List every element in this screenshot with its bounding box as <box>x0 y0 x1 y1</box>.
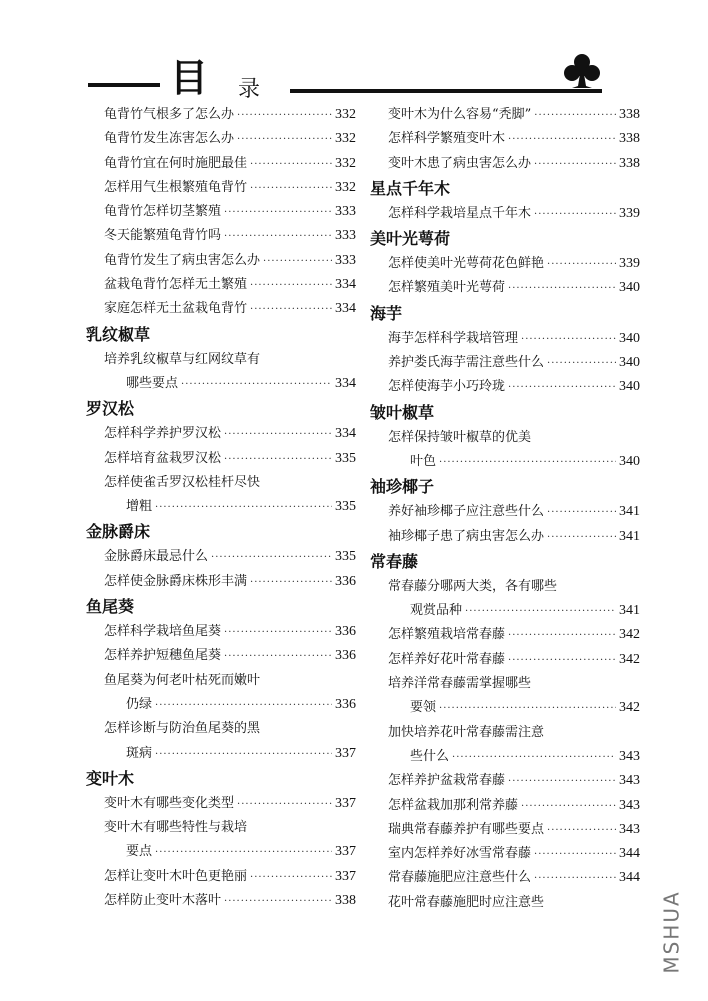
toc-entry-title: 怎样养好花叶常春藤 <box>388 651 506 667</box>
toc-section-heading: 金脉爵床 <box>86 522 151 542</box>
toc-section-heading: 鱼尾葵 <box>86 597 135 617</box>
toc-entry <box>370 599 640 623</box>
toc-entry-title: 龟背竹宜在何时施肥最佳 <box>104 155 248 171</box>
toc-entry <box>370 252 640 276</box>
toc-page-number: 336 <box>335 648 356 664</box>
toc-entry <box>370 672 640 696</box>
toc-entry-title: 哪些要点 <box>126 375 179 391</box>
toc-page-number: 340 <box>619 280 640 296</box>
toc-section-heading: 海芋 <box>370 303 403 323</box>
toc-page-number: 336 <box>335 696 356 712</box>
toc-page-number: 334 <box>335 277 356 293</box>
dot-leader <box>155 841 332 865</box>
dot-leader <box>263 250 332 274</box>
dot-leader <box>547 501 616 525</box>
toc-page-number: 334 <box>335 426 356 442</box>
toc-page-number: 339 <box>619 205 640 221</box>
toc-entry-title: 海芋怎样科学栽培管理 <box>388 330 519 346</box>
toc-page-number: 344 <box>619 870 640 886</box>
toc-entry-title: 盆栽龟背竹怎样无土繁殖 <box>104 277 248 293</box>
toc-entry-title: 养护娄氏海芋需注意些什么 <box>388 355 545 371</box>
toc-entry-title: 袖珍椰子患了病虫害怎么办 <box>388 528 545 544</box>
toc-entry-title: 龟背竹发生了病虫害怎么办 <box>104 252 261 268</box>
dot-leader <box>547 253 616 277</box>
toc-page-number: 333 <box>335 252 356 268</box>
toc-page-number: 332 <box>335 131 356 147</box>
toc-page-number: 337 <box>335 795 356 811</box>
dot-leader <box>508 277 616 301</box>
toc-page-number: 338 <box>619 155 640 171</box>
toc-entry <box>86 127 356 151</box>
dot-leader <box>521 795 616 819</box>
dot-leader <box>211 546 332 570</box>
toc-entry <box>370 127 640 151</box>
toc-entry <box>370 696 640 720</box>
toc-entry <box>370 500 640 524</box>
dot-leader <box>508 770 616 794</box>
toc-page-number: 342 <box>619 651 640 667</box>
toc-page-number: 340 <box>619 453 640 469</box>
dot-leader <box>155 496 332 520</box>
toc-entry <box>370 327 640 351</box>
toc-entry-title: 变叶木有哪些特性与栽培 <box>104 820 248 836</box>
toc-entry <box>86 620 356 644</box>
toc-entry <box>86 176 356 200</box>
toc-page-number: 336 <box>335 624 356 640</box>
toc-entry-title: 怎样防止变叶木落叶 <box>104 893 222 909</box>
toc-entry-title: 怎样培育盆栽罗汉松 <box>104 450 222 466</box>
toc-page-number: 341 <box>619 528 640 544</box>
dot-leader <box>508 624 616 648</box>
dot-leader <box>521 328 616 352</box>
dot-leader <box>534 104 616 128</box>
watermark-text: MSHUA <box>659 890 684 974</box>
dot-leader <box>250 177 332 201</box>
toc-entry <box>86 669 356 693</box>
header-rule-left <box>88 83 160 87</box>
toc-entry <box>86 865 356 889</box>
toc-entry <box>370 426 640 450</box>
toc-entry <box>86 471 356 495</box>
dot-leader <box>224 423 332 447</box>
toc-entry-title: 怎样用气生根繁殖龟背竹 <box>104 179 248 195</box>
toc-entry-title: 龟背竹发生冻害怎么办 <box>104 131 235 147</box>
toc-page-number: 339 <box>619 256 640 272</box>
dot-leader <box>465 600 616 624</box>
toc-entry <box>86 297 356 321</box>
dot-leader <box>224 621 332 645</box>
toc-entry <box>370 648 640 672</box>
toc-page-number: 338 <box>335 893 356 909</box>
toc-entry <box>370 842 640 866</box>
toc-page-number: 333 <box>335 228 356 244</box>
toc-entry <box>370 375 640 399</box>
toc-page-number: 342 <box>619 700 640 716</box>
toc-page-number: 335 <box>335 499 356 515</box>
toc-page-number: 337 <box>335 745 356 761</box>
dot-leader <box>250 298 332 322</box>
dot-leader <box>547 819 616 843</box>
toc-entry-title: 怎样科学繁殖变叶木 <box>388 131 506 147</box>
toc-entry <box>86 889 356 913</box>
toc-page-number: 340 <box>619 330 640 346</box>
toc-page-number: 340 <box>619 355 640 371</box>
toc-entry <box>86 545 356 569</box>
toc-page-number: 343 <box>619 821 640 837</box>
toc-entry-title: 怎样养护短穗鱼尾葵 <box>104 648 222 664</box>
toc-entry <box>370 351 640 375</box>
toc-entry-title: 加快培养花叶常春藤需注意 <box>388 724 545 740</box>
toc-entry <box>370 623 640 647</box>
toc-entry-title: 怎样诊断与防治鱼尾葵的黑 <box>104 721 261 737</box>
dot-leader <box>237 104 332 128</box>
toc-entry <box>370 794 640 818</box>
toc-page-number: 335 <box>335 450 356 466</box>
toc-page-number: 341 <box>619 504 640 520</box>
toc-entry-title: 室内怎样养好冰雪常春藤 <box>388 846 532 862</box>
toc-page-number: 342 <box>619 627 640 643</box>
toc-entry <box>370 152 640 176</box>
toc-entry-title: 观赏品种 <box>410 603 463 619</box>
dot-leader <box>224 201 332 225</box>
toc-right-column <box>370 103 640 915</box>
toc-section-heading: 美叶光萼荷 <box>370 229 451 249</box>
toc-entry <box>370 818 640 842</box>
toc-entry-title: 怎样盆栽加那利常养藤 <box>388 797 519 813</box>
toc-entry-title: 变叶木有哪些变化类型 <box>104 795 235 811</box>
dot-leader <box>439 697 616 721</box>
dot-leader <box>534 843 616 867</box>
toc-entry-title: 常春藤分哪两大类，各有哪些 <box>388 578 558 594</box>
dot-leader <box>534 867 616 891</box>
toc-entry-title: 龟背竹怎样切茎繁殖 <box>104 204 222 220</box>
toc-entry-title: 培养洋常春藤需掌握哪些 <box>388 676 532 692</box>
dot-leader <box>237 793 332 817</box>
dot-leader <box>534 203 616 227</box>
toc-entry-title: 怎样使雀舌罗汉松桂杆尽快 <box>104 474 261 490</box>
dot-leader <box>237 128 332 152</box>
toc-entry <box>86 570 356 594</box>
toc-section-heading: 罗汉松 <box>86 399 135 419</box>
toc-page-number: 336 <box>335 573 356 589</box>
dot-leader <box>452 746 616 770</box>
toc-entry <box>86 152 356 176</box>
toc-entry <box>86 717 356 741</box>
dot-leader <box>250 274 332 298</box>
header-rule-right <box>290 89 602 93</box>
toc-entry <box>86 372 356 396</box>
toc-entry-title: 怎样养护盆栽常春藤 <box>388 773 506 789</box>
toc-entry <box>86 249 356 273</box>
toc-entry-title: 怎样科学栽培鱼尾葵 <box>104 624 222 640</box>
toc-entry-title: 斑病 <box>126 745 153 761</box>
dot-leader <box>547 526 616 550</box>
toc-entry <box>370 103 640 127</box>
toc-entry <box>370 276 640 300</box>
title-mu: 目 <box>170 56 209 100</box>
dot-leader <box>155 694 332 718</box>
toc-entry <box>370 202 640 226</box>
toc-entry-title: 家庭怎样无土盆栽龟背竹 <box>104 301 248 317</box>
toc-entry-title: 要点 <box>126 844 153 860</box>
dot-leader <box>250 153 332 177</box>
toc-page-number: 338 <box>619 107 640 122</box>
toc-page-number: 340 <box>619 379 640 395</box>
toc-page-number: 337 <box>335 868 356 884</box>
toc-entry-title: 变叶木患了病虫害怎么办 <box>388 155 532 171</box>
dot-leader <box>250 571 332 595</box>
toc-entry-title: 怎样繁殖美叶光萼荷 <box>388 280 506 296</box>
club-icon <box>562 52 602 92</box>
dot-leader <box>224 890 332 914</box>
toc-page-number: 334 <box>335 375 356 391</box>
toc-entry-title: 怎样让变叶木叶色更艳丽 <box>104 868 248 884</box>
toc-section-heading: 变叶木 <box>86 768 135 788</box>
dot-leader <box>439 451 616 475</box>
toc-page-number: 337 <box>335 844 356 860</box>
toc-section-heading: 乳纹椒草 <box>86 324 151 344</box>
toc-entry <box>86 422 356 446</box>
toc-entry <box>86 742 356 766</box>
toc-entry <box>370 891 640 915</box>
toc-entry <box>370 525 640 549</box>
toc-entry <box>370 575 640 599</box>
toc-entry-title: 养好袖珍椰子应注意些什么 <box>388 504 545 520</box>
toc-entry-title: 怎样科学养护罗汉松 <box>104 426 222 442</box>
toc-page-number: 332 <box>335 179 356 195</box>
toc-entry-title: 怎样繁殖栽培常春藤 <box>388 627 506 643</box>
toc-section-heading: 星点千年木 <box>370 178 451 198</box>
toc-entry-title: 些什么 <box>410 748 450 764</box>
toc-entry <box>86 495 356 519</box>
toc-entry-title: 怎样使金脉爵床株形丰满 <box>104 573 248 589</box>
toc-entry-title: 培养乳纹椒草与红网纹草有 <box>104 351 261 367</box>
toc-left-column <box>86 103 356 913</box>
dot-leader <box>181 373 332 397</box>
dot-leader <box>508 376 616 400</box>
dot-leader <box>224 225 332 249</box>
toc-section-heading: 皱叶椒草 <box>370 402 435 422</box>
dot-leader <box>250 866 332 890</box>
toc-entry <box>86 644 356 668</box>
toc-entry-title: 要领 <box>410 700 437 716</box>
toc-entry-title: 龟背竹气根多了怎么办 <box>104 107 235 122</box>
toc-entry <box>370 721 640 745</box>
toc-entry-title: 常春藤施肥应注意些什么 <box>388 870 532 886</box>
toc-entry-title: 金脉爵床最忌什么 <box>104 549 209 565</box>
toc-page-number: 343 <box>619 773 640 789</box>
toc-entry <box>86 693 356 717</box>
toc-entry <box>86 348 356 372</box>
toc-entry-title: 冬天能繁殖龟背竹吗 <box>104 228 222 244</box>
toc-entry <box>86 447 356 471</box>
watermark <box>659 880 698 990</box>
toc-entry-title: 瑞典常春藤养护有哪些要点 <box>388 821 545 837</box>
toc-page-number: 335 <box>335 549 356 565</box>
toc-entry <box>370 450 640 474</box>
dot-leader <box>224 645 332 669</box>
toc-page-number: 338 <box>619 131 640 147</box>
toc-entry-title: 怎样使美叶光萼荷花色鲜艳 <box>388 256 545 272</box>
page-header <box>0 0 708 110</box>
toc-entry <box>370 866 640 890</box>
toc-entry <box>86 792 356 816</box>
title-lu: 录 <box>238 77 261 102</box>
toc-entry <box>370 745 640 769</box>
toc-entry <box>86 816 356 840</box>
toc-page-number: 341 <box>619 603 640 619</box>
toc-entry-title: 怎样保持皱叶椒草的优美 <box>388 429 532 445</box>
toc-entry-title: 怎样使海芋小巧玲珑 <box>388 379 506 395</box>
toc-entry-title: 怎样科学栽培星点千年木 <box>388 205 532 221</box>
dot-leader <box>547 352 616 376</box>
toc-page-number: 332 <box>335 155 356 171</box>
toc-entry-title: 仍绿 <box>126 696 153 712</box>
dot-leader <box>155 743 332 767</box>
dot-leader <box>508 128 616 152</box>
toc-entry <box>86 840 356 864</box>
toc-section-heading: 常春藤 <box>370 551 419 571</box>
toc-entry <box>370 769 640 793</box>
toc-entry <box>86 200 356 224</box>
dot-leader <box>534 153 616 177</box>
toc-entry-title: 叶色 <box>410 453 437 469</box>
dot-leader <box>224 448 332 472</box>
toc-entry-title: 增粗 <box>126 499 153 515</box>
toc-entry <box>86 273 356 297</box>
toc-entry <box>86 103 356 127</box>
toc-page-number: 344 <box>619 846 640 862</box>
toc-entry-title: 花叶常春藤施肥时应注意些 <box>388 894 545 910</box>
toc-entry-title: 鱼尾葵为何老叶枯死而嫩叶 <box>104 672 261 688</box>
toc-page-number: 343 <box>619 797 640 813</box>
toc-entry-title: 变叶木为什么容易“秃脚” <box>388 107 532 122</box>
toc-page-number: 333 <box>335 204 356 220</box>
toc-page-number: 334 <box>335 301 356 317</box>
toc-page-number: 332 <box>335 107 356 122</box>
toc-page-number: 343 <box>619 748 640 764</box>
dot-leader <box>508 649 616 673</box>
toc-entry <box>86 224 356 248</box>
toc-section-heading: 袖珍椰子 <box>370 477 435 497</box>
